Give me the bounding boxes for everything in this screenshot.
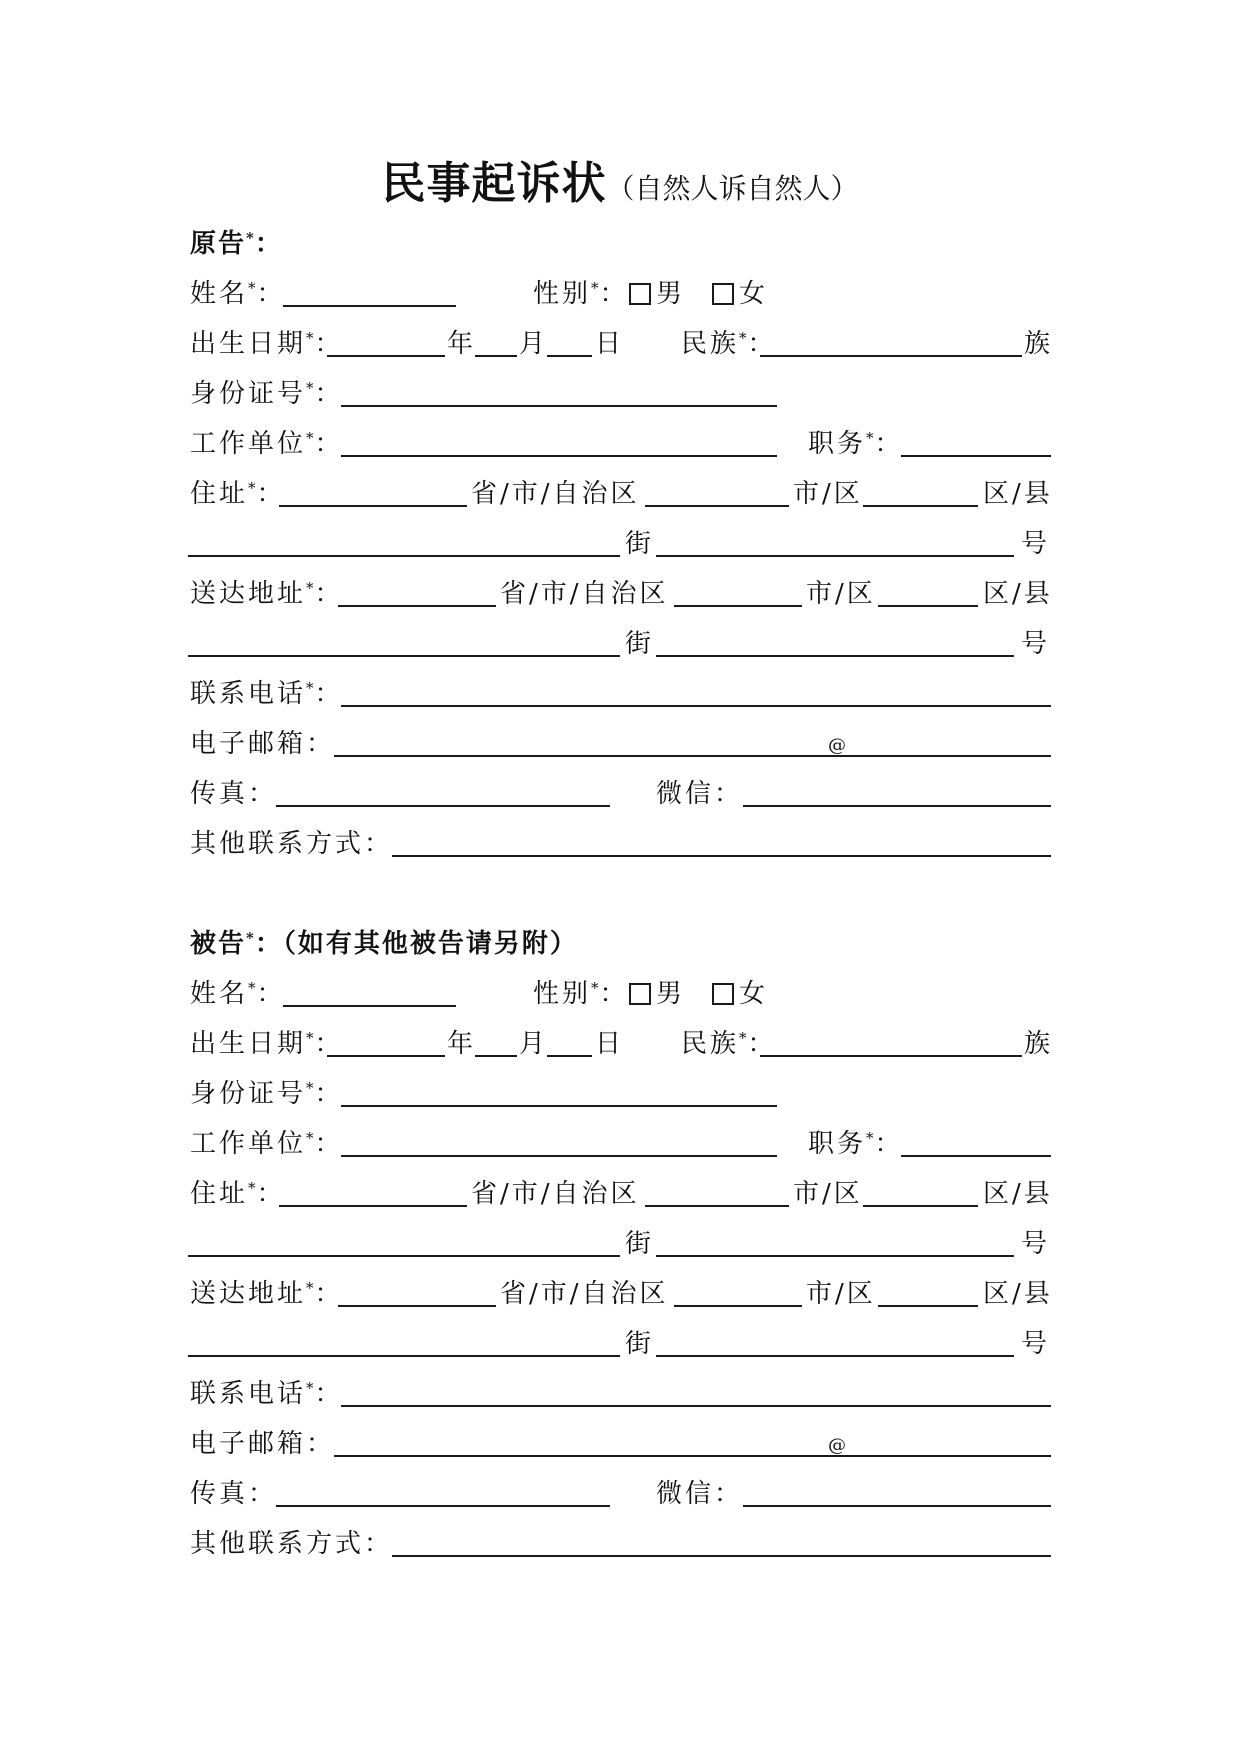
plaintiff-id-row: [0, 376, 1240, 412]
plaintiff-employer-row: [0, 426, 1240, 462]
plaintiff-service-number-suffix: 号: [1021, 629, 1051, 659]
defendant-employer-label: 工作单位*：: [190, 1129, 344, 1159]
plaintiff-service-address-row: [0, 576, 1240, 612]
defendant-phone-label: 联系电话*：: [190, 1379, 344, 1409]
plaintiff-address-number-suffix: 号: [1021, 529, 1051, 559]
plaintiff-id-label: 身份证号*：: [190, 379, 344, 409]
defendant-service-number-field[interactable]: [656, 1326, 1014, 1357]
defendant-position-label: 职务*：: [808, 1129, 904, 1159]
plaintiff-other-contact-row: [0, 826, 1240, 862]
defendant-service-number-suffix: 号: [1021, 1329, 1051, 1359]
plaintiff-service-province-suffix: 省/市/自治区: [500, 579, 669, 609]
plaintiff-email-field[interactable]: [334, 726, 1051, 757]
defendant-service-city-suffix: 市/区: [806, 1279, 876, 1309]
defendant-birth-year-unit: 年: [447, 1029, 477, 1059]
plaintiff-section: [0, 226, 1240, 866]
plaintiff-ethnicity-suffix: 族: [1024, 329, 1054, 359]
defendant-service-street-row: [0, 1326, 1240, 1362]
defendant-birth-month-field[interactable]: [475, 1026, 517, 1057]
plaintiff-service-county-field[interactable]: [878, 576, 978, 607]
defendant-email-at-sign: @: [828, 1435, 846, 1456]
defendant-address-province-field[interactable]: [279, 1176, 467, 1207]
defendant-employer-row: [0, 1126, 1240, 1162]
plaintiff-gender-male-checkbox[interactable]: [629, 283, 651, 305]
plaintiff-address-city-suffix: 市/区: [793, 479, 863, 509]
defendant-service-city-field[interactable]: [674, 1276, 802, 1307]
defendant-heading: 被告*：（如有其他被告请另附）: [190, 929, 578, 959]
defendant-address-street-suffix: 街: [625, 1229, 655, 1259]
plaintiff-email-row: [0, 726, 1240, 762]
defendant-fax-wechat-row: [0, 1476, 1240, 1512]
plaintiff-address-street-suffix: 街: [625, 529, 655, 559]
defendant-gender-male-label: 男: [656, 979, 686, 1009]
plaintiff-birth-day-field[interactable]: [547, 326, 592, 357]
defendant-phone-field[interactable]: [341, 1376, 1051, 1407]
plaintiff-address-city-field[interactable]: [645, 476, 789, 507]
defendant-service-province-field[interactable]: [338, 1276, 496, 1307]
plaintiff-wechat-field[interactable]: [743, 776, 1051, 807]
defendant-address-number-field[interactable]: [656, 1226, 1014, 1257]
defendant-name-field[interactable]: [283, 976, 456, 1007]
defendant-id-label: 身份证号*：: [190, 1079, 344, 1109]
defendant-name-label: 姓名*：: [190, 979, 286, 1009]
plaintiff-employer-label: 工作单位*：: [190, 429, 344, 459]
document-subtitle: （自然人诉自然人）: [606, 172, 859, 205]
plaintiff-phone-field[interactable]: [341, 676, 1051, 707]
plaintiff-birth-day-unit: 日: [595, 329, 625, 359]
defendant-address-city-field[interactable]: [645, 1176, 789, 1207]
defendant-fax-field[interactable]: [276, 1476, 610, 1507]
plaintiff-service-province-field[interactable]: [338, 576, 496, 607]
plaintiff-gender-female-label: 女: [739, 279, 769, 309]
defendant-employer-field[interactable]: [341, 1126, 777, 1157]
plaintiff-address-row: [0, 476, 1240, 512]
plaintiff-birth-year-unit: 年: [447, 329, 477, 359]
defendant-birth-ethnicity-row: [0, 1026, 1240, 1062]
defendant-birth-month-unit: 月: [519, 1029, 549, 1059]
plaintiff-ethnicity-field[interactable]: [760, 326, 1022, 357]
defendant-wechat-label: 微信：: [656, 1479, 744, 1509]
plaintiff-service-street-suffix: 街: [625, 629, 655, 659]
defendant-email-label: 电子邮箱：: [190, 1429, 336, 1459]
plaintiff-birth-month-field[interactable]: [475, 326, 517, 357]
defendant-ethnicity-field[interactable]: [760, 1026, 1022, 1057]
defendant-service-address-label: 送达地址*：: [190, 1279, 344, 1309]
plaintiff-fax-wechat-row: [0, 776, 1240, 812]
defendant-phone-row: [0, 1376, 1240, 1412]
plaintiff-email-label: 电子邮箱：: [190, 729, 336, 759]
defendant-service-street-suffix: 街: [625, 1329, 655, 1359]
defendant-other-contact-field[interactable]: [392, 1526, 1051, 1557]
plaintiff-other-contact-field[interactable]: [392, 826, 1051, 857]
defendant-birth-date-label: 出生日期*：: [190, 1029, 344, 1059]
plaintiff-address-label: 住址*：: [190, 479, 286, 509]
plaintiff-birth-date-label: 出生日期*：: [190, 329, 344, 359]
plaintiff-service-county-suffix: 区/县: [983, 579, 1053, 609]
plaintiff-address-number-field[interactable]: [656, 526, 1014, 557]
plaintiff-fax-field[interactable]: [276, 776, 610, 807]
plaintiff-service-address-label: 送达地址*：: [190, 579, 344, 609]
defendant-section: [0, 926, 1240, 1566]
plaintiff-phone-label: 联系电话*：: [190, 679, 344, 709]
defendant-address-label: 住址*：: [190, 1179, 286, 1209]
defendant-fax-label: 传真：: [190, 1479, 278, 1509]
plaintiff-name-label: 姓名*：: [190, 279, 286, 309]
defendant-gender-male-checkbox[interactable]: [629, 983, 651, 1005]
defendant-service-county-field[interactable]: [878, 1276, 978, 1307]
defendant-address-county-field[interactable]: [863, 1176, 978, 1207]
plaintiff-wechat-label: 微信：: [656, 779, 744, 809]
plaintiff-heading: 原告*：: [190, 229, 283, 259]
plaintiff-phone-row: [0, 676, 1240, 712]
plaintiff-birth-month-unit: 月: [519, 329, 549, 359]
plaintiff-service-city-suffix: 市/区: [806, 579, 876, 609]
plaintiff-name-field[interactable]: [283, 276, 456, 307]
plaintiff-gender-label: 性别*：: [533, 279, 629, 309]
plaintiff-address-county-field[interactable]: [863, 476, 978, 507]
plaintiff-id-field[interactable]: [341, 376, 777, 407]
plaintiff-address-street-field[interactable]: [188, 526, 620, 557]
plaintiff-service-city-field[interactable]: [674, 576, 802, 607]
defendant-email-row: [0, 1426, 1240, 1462]
defendant-address-row: [0, 1176, 1240, 1212]
defendant-address-street-field[interactable]: [188, 1226, 620, 1257]
defendant-other-contact-label: 其他联系方式：: [190, 1529, 394, 1559]
defendant-gender-female-label: 女: [739, 979, 769, 1009]
plaintiff-address-province-field[interactable]: [279, 476, 467, 507]
defendant-birth-day-unit: 日: [595, 1029, 625, 1059]
plaintiff-birth-ethnicity-row: [0, 326, 1240, 362]
plaintiff-gender-male-label: 男: [656, 279, 686, 309]
plaintiff-address-province-suffix: 省/市/自治区: [471, 479, 640, 509]
defendant-wechat-field[interactable]: [743, 1476, 1051, 1507]
defendant-gender-female-checkbox[interactable]: [712, 983, 734, 1005]
plaintiff-service-number-field[interactable]: [656, 626, 1014, 657]
defendant-email-field[interactable]: [334, 1426, 1051, 1457]
defendant-other-contact-row: [0, 1526, 1240, 1562]
plaintiff-name-gender-row: [0, 276, 1240, 312]
defendant-address-street-row: [0, 1226, 1240, 1262]
defendant-address-number-suffix: 号: [1021, 1229, 1051, 1259]
defendant-service-street-field[interactable]: [188, 1326, 620, 1357]
plaintiff-gender-female-checkbox[interactable]: [712, 283, 734, 305]
defendant-birth-year-field[interactable]: [327, 1026, 445, 1057]
plaintiff-address-street-row: [0, 526, 1240, 562]
defendant-id-field[interactable]: [341, 1076, 777, 1107]
defendant-service-province-suffix: 省/市/自治区: [500, 1279, 669, 1309]
plaintiff-fax-label: 传真：: [190, 779, 278, 809]
plaintiff-other-contact-label: 其他联系方式：: [190, 829, 394, 859]
plaintiff-ethnicity-label: 民族*：: [681, 329, 777, 359]
plaintiff-service-street-row: [0, 626, 1240, 662]
defendant-position-field[interactable]: [901, 1126, 1051, 1157]
defendant-service-address-row: [0, 1276, 1240, 1312]
defendant-address-province-suffix: 省/市/自治区: [471, 1179, 640, 1209]
defendant-gender-label: 性别*：: [533, 979, 629, 1009]
defendant-ethnicity-label: 民族*：: [681, 1029, 777, 1059]
plaintiff-position-field[interactable]: [901, 426, 1051, 457]
plaintiff-employer-field[interactable]: [341, 426, 777, 457]
defendant-address-city-suffix: 市/区: [793, 1179, 863, 1209]
defendant-name-gender-row: [0, 976, 1240, 1012]
plaintiff-position-label: 职务*：: [808, 429, 904, 459]
defendant-id-row: [0, 1076, 1240, 1112]
document-title-block: [0, 156, 1240, 212]
plaintiff-email-at-sign: @: [828, 735, 846, 756]
document-title: 民事起诉状: [381, 158, 607, 209]
defendant-service-county-suffix: 区/县: [983, 1279, 1053, 1309]
plaintiff-birth-year-field[interactable]: [327, 326, 445, 357]
defendant-address-county-suffix: 区/县: [983, 1179, 1053, 1209]
defendant-ethnicity-suffix: 族: [1024, 1029, 1054, 1059]
defendant-birth-day-field[interactable]: [547, 1026, 592, 1057]
plaintiff-service-street-field[interactable]: [188, 626, 620, 657]
plaintiff-address-county-suffix: 区/县: [983, 479, 1053, 509]
